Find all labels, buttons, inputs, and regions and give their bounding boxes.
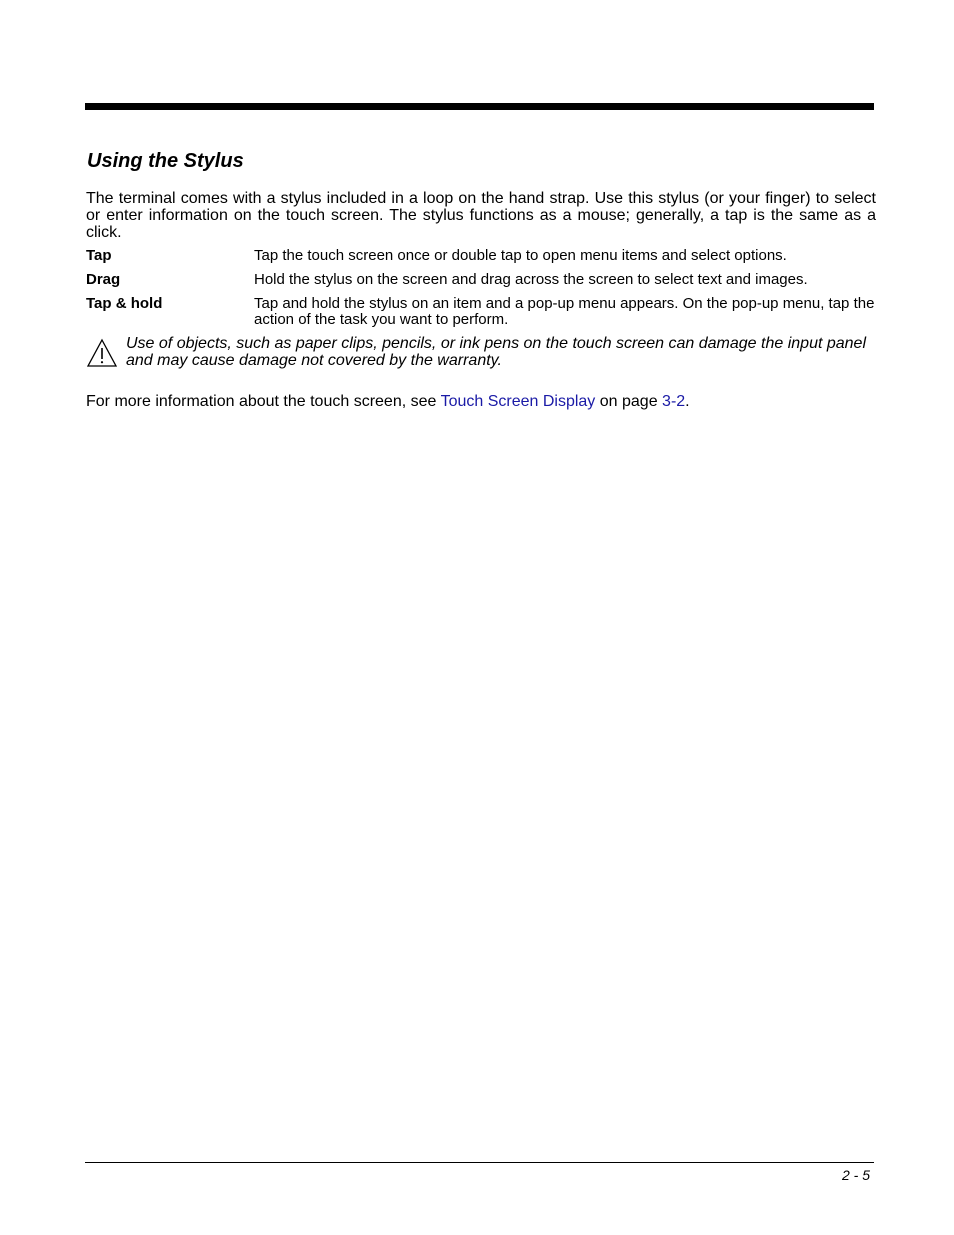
- section-title: Using the Stylus: [87, 150, 244, 172]
- more-info-suffix: .: [685, 393, 690, 410]
- term-drag-description: Hold the stylus on the screen and drag across the screen to select text and images.: [254, 271, 808, 288]
- more-info-sentence: [86, 393, 690, 411]
- table-row: [86, 272, 876, 296]
- caution-note: [86, 335, 876, 369]
- caution-text: Use of objects, such as paper clips, pencils, or ink pens on the touch screen can damage the input panel and may cause damage not covered by the warranty.: [126, 335, 866, 369]
- bottom-rule: [85, 1162, 874, 1163]
- term-tap-description: Tap the touch screen once or double tap to open menu items and select options.: [254, 247, 787, 264]
- top-rule: [85, 103, 874, 110]
- page-reference-link[interactable]: 3-2: [662, 393, 686, 410]
- table-row: [86, 296, 876, 328]
- term-tap-hold: Tap & hold: [86, 295, 163, 312]
- more-info-prefix: For more information about the touch screen, see: [86, 393, 441, 410]
- touch-screen-display-link[interactable]: Touch Screen Display: [440, 393, 596, 410]
- page-number: 2 - 5: [841, 1167, 870, 1183]
- stylus-actions-table: [86, 248, 876, 328]
- more-info-middle: on page: [595, 393, 663, 410]
- term-drag: Drag: [86, 271, 121, 288]
- term-tap: Tap: [86, 247, 112, 264]
- intro-paragraph: The terminal comes with a stylus included in a loop on the hand strap. Use this stylus (or your finger) to select or enter information on the touch screen. The stylus functions as a mouse; generally, a tap is the same as a click.: [86, 190, 876, 241]
- table-row: [86, 248, 876, 272]
- term-tap-hold-description: Tap and hold the stylus on an item and a pop-up menu appears. On the pop-up menu, tap the action of the task you want to perform.: [254, 295, 875, 328]
- caution-triangle-icon: [86, 338, 118, 368]
